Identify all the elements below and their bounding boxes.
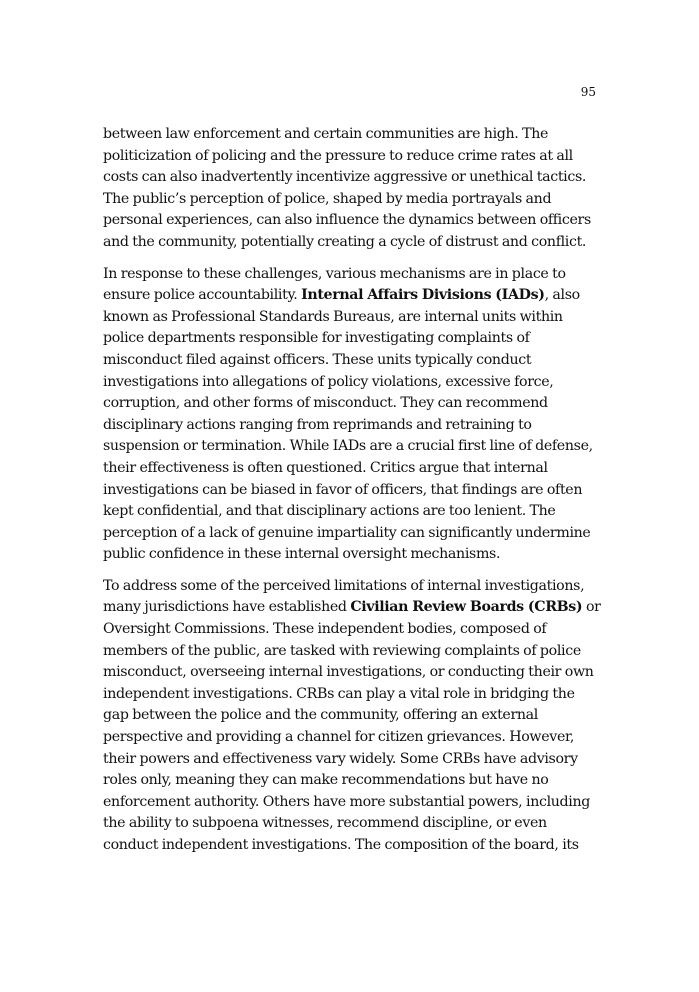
text-line: To address some of the perceived limitations of internal investigations,	[103, 577, 585, 594]
text-line: suspension or termination. While IADs are a crucial first line of defense,	[103, 438, 593, 455]
text-line: police departments responsible for investigating complaints of	[103, 330, 530, 347]
paragraph-1	[103, 124, 599, 254]
text-line: their effectiveness is often questioned. Critics argue that internal	[103, 459, 548, 476]
text-line: Oversight Commissions. These independent bodies, composed of	[103, 621, 547, 638]
text-line	[103, 285, 599, 307]
text-line: members of the public, are tasked with reviewing complaints of police	[103, 642, 581, 659]
bold-term-iads: Internal Affairs Divisions (IADs)	[301, 287, 545, 304]
text-run: or	[582, 599, 601, 616]
text-line: investigations can be biased in favor of officers, that findings are often	[103, 481, 583, 498]
text-line: misconduct filed against officers. These units typically conduct	[103, 351, 532, 368]
text-line: misconduct, overseeing internal investigations, or conducting their own	[103, 664, 594, 681]
paragraph-3	[103, 576, 599, 857]
text-line: The public’s perception of police, shaped by media portrayals and	[103, 190, 552, 207]
text-line: independent investigations. CRBs can play a vital role in bridging the	[103, 685, 575, 702]
text-line: their powers and effectiveness vary widely. Some CRBs have advisory	[103, 750, 578, 767]
text-line	[103, 597, 599, 619]
text-line: perception of a lack of genuine impartiality can significantly undermine	[103, 524, 591, 541]
text-line: investigations into allegations of policy violations, excessive force,	[103, 373, 554, 390]
text-line: known as Professional Standards Bureaus, are internal units within	[103, 308, 563, 325]
text-line: disciplinary actions ranging from reprimands and retraining to	[103, 416, 532, 433]
text-run: ensure police accountability.	[103, 287, 302, 304]
text-run: many jurisdictions have established	[103, 599, 351, 616]
text-line: public confidence in these internal oversight mechanisms.	[103, 546, 501, 563]
text-line: politicization of policing and the pressure to reduce crime rates at all	[103, 147, 573, 164]
text-line: In response to these challenges, various mechanisms are in place to	[103, 265, 566, 282]
paragraph-2	[103, 264, 599, 566]
text-line: between law enforcement and certain communities are high. The	[103, 126, 549, 142]
text-line: and the community, potentially creating a cycle of distrust and conflict.	[103, 233, 587, 250]
text-line: enforcement authority. Others have more substantial powers, including	[103, 793, 590, 810]
text-run: , also	[544, 287, 580, 304]
page-number: 95	[580, 85, 596, 99]
bold-term-crbs: Civilian Review Boards (CRBs)	[350, 599, 583, 616]
text-line: personal experiences, can also influence the dynamics between officers	[103, 212, 591, 229]
text-line: costs can also inadvertently incentivize aggressive or unethical tactics.	[103, 169, 587, 186]
text-line: the ability to subpoena witnesses, recommend discipline, or even	[103, 815, 547, 832]
body-text	[103, 124, 599, 867]
text-line: roles only, meaning they can make recommendations but have no	[103, 772, 549, 789]
text-line: gap between the police and the community, offering an external	[103, 707, 538, 724]
text-line: corruption, and other forms of misconduct. They can recommend	[103, 395, 548, 412]
text-line: perspective and providing a channel for citizen grievances. However,	[103, 729, 575, 746]
text-line: conduct independent investigations. The composition of the board, its	[103, 837, 579, 853]
text-line: kept confidential, and that disciplinary actions are too lenient. The	[103, 503, 556, 520]
